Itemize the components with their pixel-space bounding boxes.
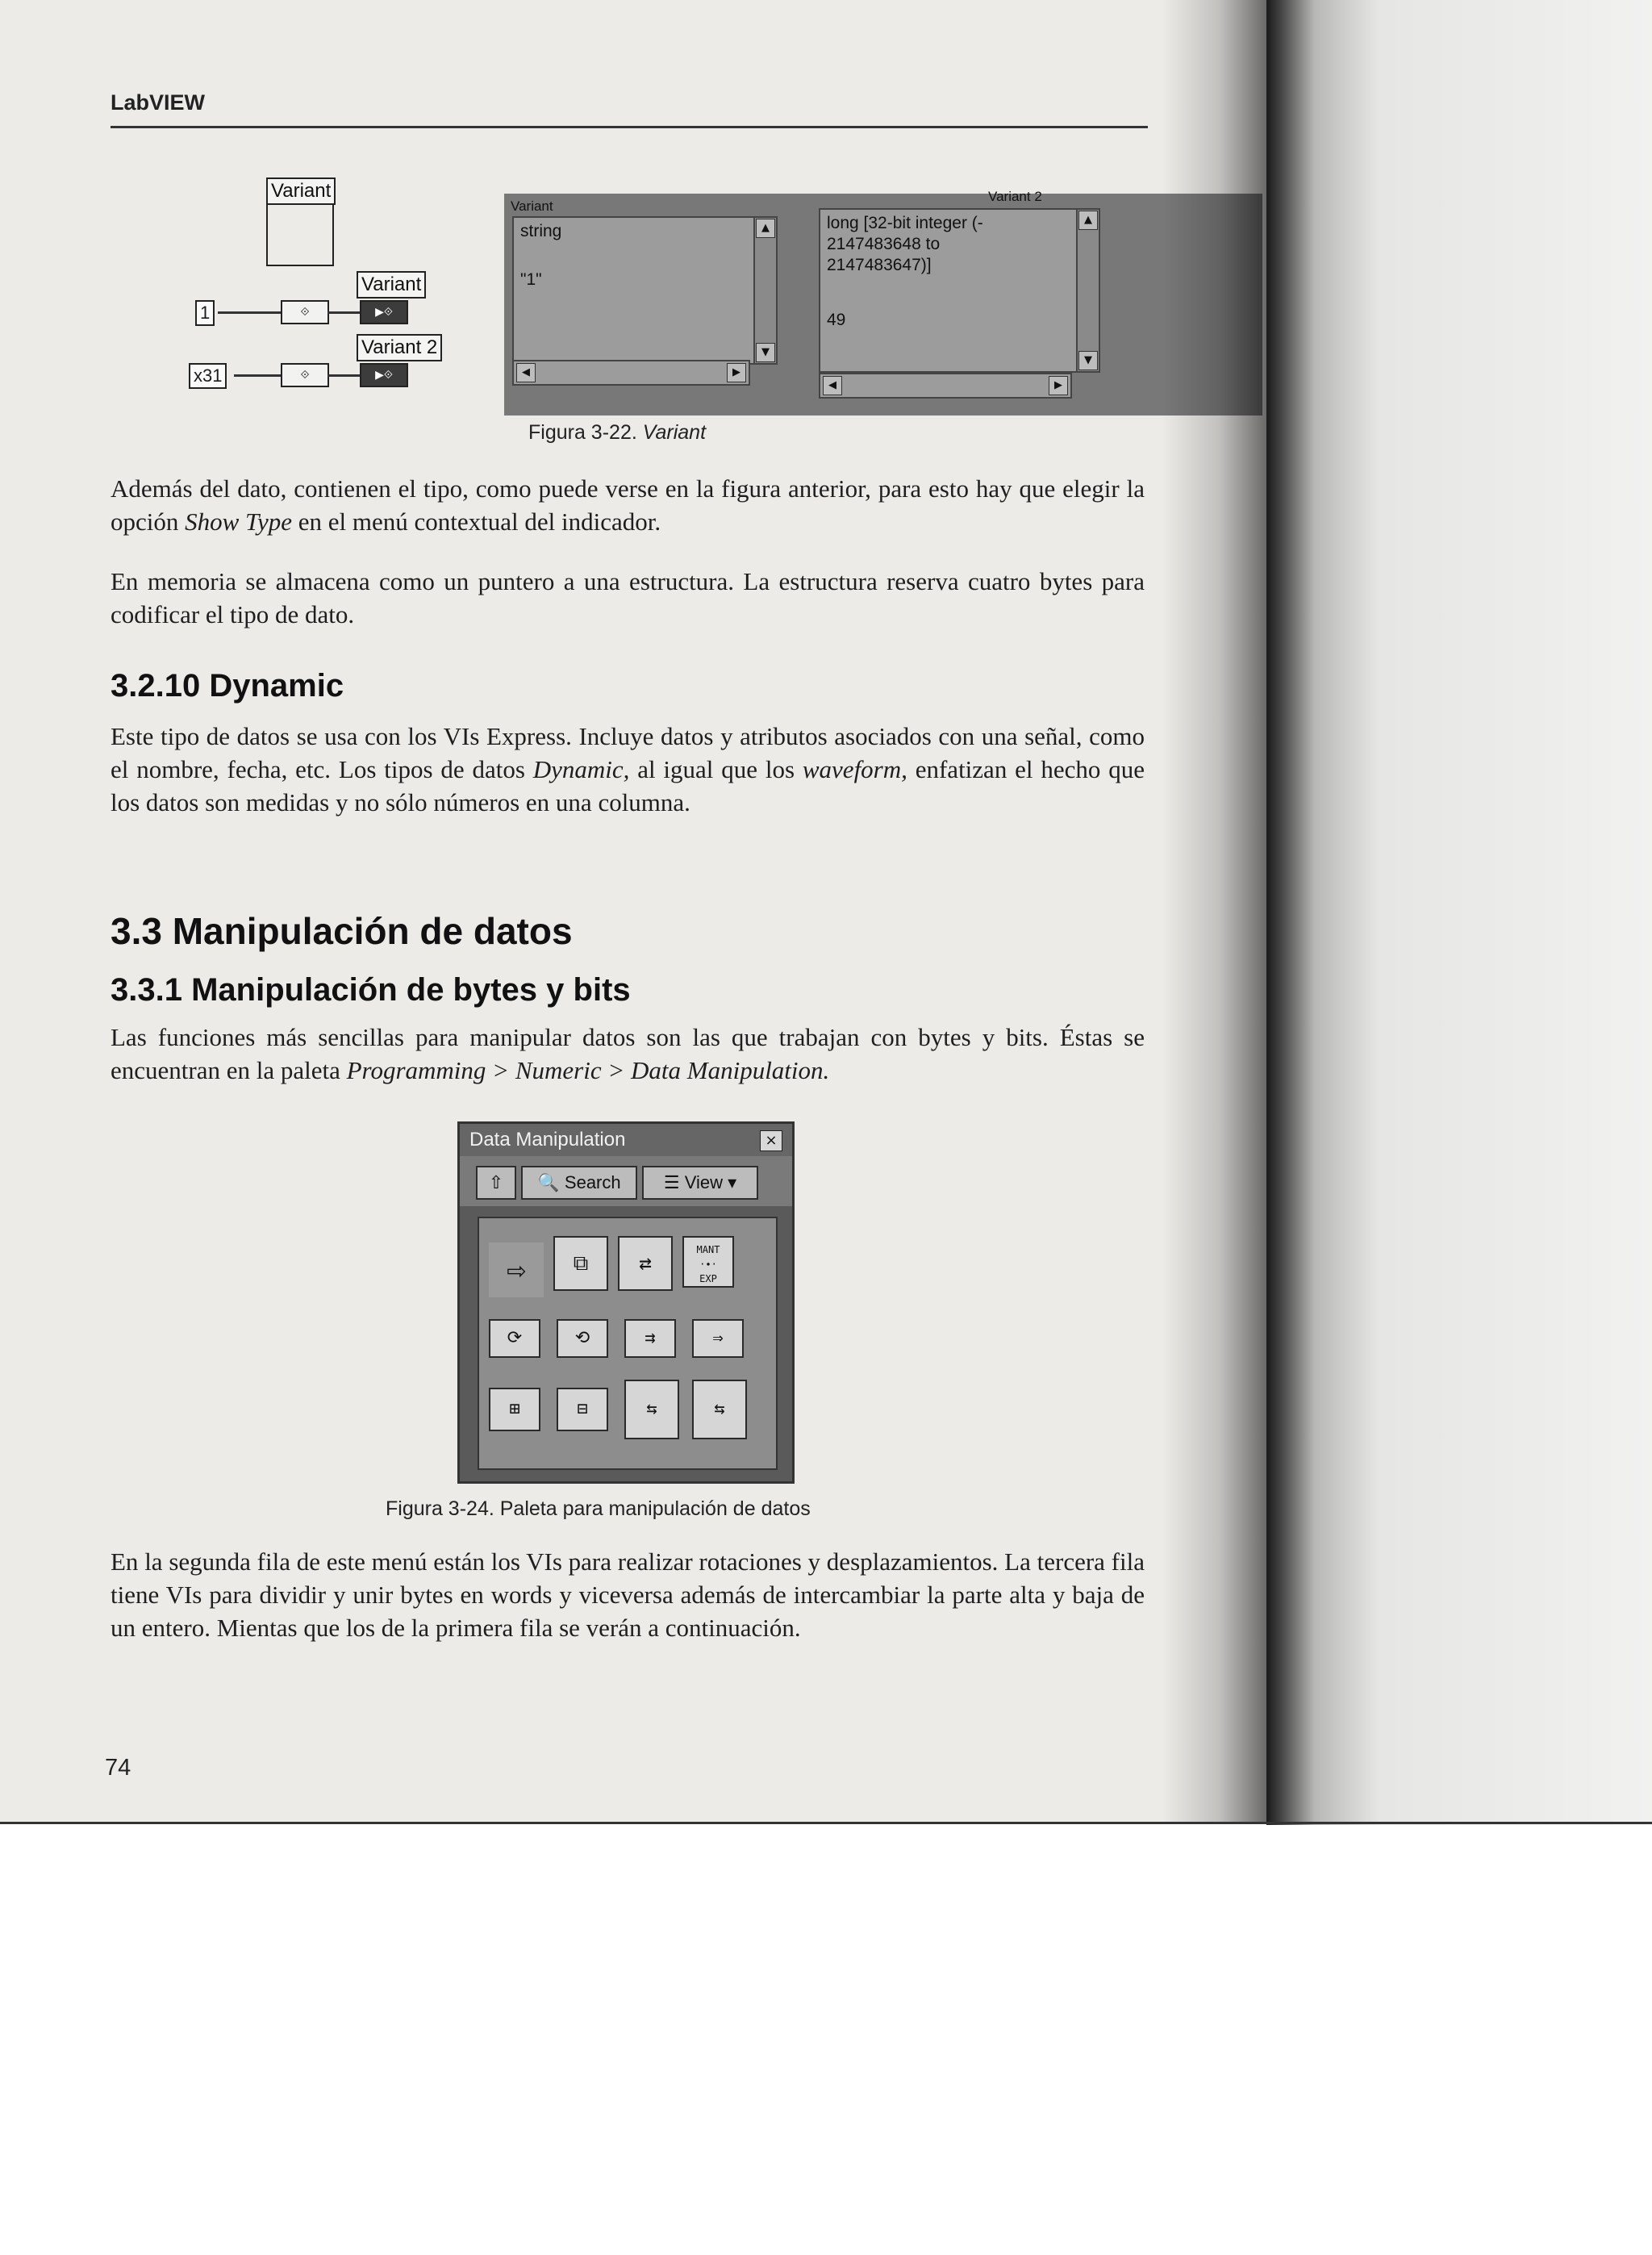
para1-em: Show Type [185, 507, 293, 536]
header-rule [111, 126, 1148, 128]
bytes-em: Programming > Numeric > Data Manipulation. [346, 1056, 830, 1084]
to-variant-node: ⟐ [281, 363, 329, 387]
paragraph-type-info [111, 472, 1145, 538]
scroll-up-icon[interactable]: ▲ [1078, 211, 1098, 230]
variant-indicator-label: Variant [357, 271, 426, 299]
search-label: Search [564, 1172, 621, 1192]
heading-3-3: 3.3 Manipulación de datos [111, 910, 573, 952]
mant-exp-digits: ·∙· [699, 1259, 717, 1270]
view-options-icon: ☰ [663, 1172, 680, 1192]
search-icon: 🔍 [537, 1172, 560, 1192]
caption-italic: Variant [642, 421, 707, 444]
wire [327, 311, 361, 314]
paragraph-palette-rows: En la segunda fila de este menú están los VIs para realizar rotaciones y desplazamientos. La tercera fila tiene VIs para dividir y unir bytes en words y viceversa además de intercambiar la parte alta y baja de un entero. Mientas que los de la primera fila se verán a continuación. [111, 1547, 1145, 1642]
variant-indicator-node: ▶⟐ [360, 300, 408, 324]
scroll-right-icon[interactable]: ▶ [727, 363, 746, 382]
join-numbers-icon[interactable]: ⊟ [557, 1388, 608, 1431]
view-label: View [684, 1172, 723, 1192]
figure-3-24-caption: Figura 3-24. Paleta para manipulación de datos [386, 1497, 811, 1520]
variant-terminal-box [266, 203, 334, 266]
paragraph-bytes-bits [111, 1021, 1145, 1087]
wire [234, 374, 282, 377]
scroll-left-icon[interactable]: ◀ [516, 363, 536, 382]
variant2-value-text: 49 [827, 311, 846, 329]
dynamic-em2: waveform, [802, 755, 907, 783]
caption-label: Figura 3-22. [528, 421, 637, 444]
up-arrow-icon[interactable]: ⇧ [476, 1166, 516, 1200]
view-button[interactable] [642, 1166, 758, 1200]
palette-toolbar [460, 1156, 792, 1206]
variant-type-text: string [520, 222, 562, 240]
wire [218, 311, 282, 314]
dynamic-text3: enfatizan el hecho que los datos son medidas y no sólo números en una columna. [111, 755, 1145, 816]
scroll-right-icon[interactable]: ▶ [1049, 376, 1068, 395]
paragraph-memory: En memoria se almacena como un puntero a una estructura. La estructura reserva cuatro bytes para codificar el tipo de dato. [111, 567, 1145, 628]
variant2-indicator-node: ▶⟐ [360, 363, 408, 387]
variant-terminal-top: Variant [266, 177, 336, 205]
figure-3-22 [186, 161, 1097, 420]
dynamic-em1: Dynamic, [532, 755, 630, 783]
unflatten-from-string-icon[interactable]: ⇄ [618, 1236, 673, 1291]
front-panel [504, 189, 1262, 416]
para1-text1: Además del dato, contienen el tipo, como puede verse en la figura anterior, para esto hay que elegir la opción [111, 474, 1145, 536]
variant2-type-text: long [32-bit integer (- 2147483648 to 2147483647)] [827, 214, 983, 274]
chevron-down-icon: ▾ [728, 1172, 737, 1192]
variant2-indicator[interactable] [819, 208, 1100, 373]
scroll-left-icon[interactable]: ◀ [823, 376, 842, 395]
swap-words-icon[interactable]: ⇆ [692, 1380, 747, 1439]
dynamic-text2: al igual que los [629, 755, 803, 783]
scroll-up-icon[interactable]: ▲ [756, 219, 775, 238]
heading-3-3-1: 3.3.1 Manipulación de bytes y bits [111, 972, 631, 1008]
logical-shift-icon[interactable]: ⇉ [624, 1319, 676, 1358]
vertical-scrollbar[interactable] [753, 218, 776, 363]
arithmetic-shift-icon[interactable]: ⇒ [692, 1319, 744, 1358]
search-button[interactable] [521, 1166, 637, 1200]
mantissa-exponent-icon[interactable] [682, 1236, 734, 1288]
to-variant-node: ⟐ [281, 300, 329, 324]
fp-label-variant2: Variant 2 [988, 189, 1042, 204]
palette-title: Data Manipulation [469, 1129, 626, 1150]
palette-icon-grid [478, 1217, 778, 1470]
scroll-down-icon[interactable]: ▼ [1078, 351, 1098, 370]
page-fold-shadow [1162, 0, 1266, 1823]
horizontal-scrollbar[interactable] [819, 373, 1072, 399]
paragraph-dynamic [111, 720, 1145, 819]
split-number-icon[interactable]: ⊞ [489, 1388, 540, 1431]
flatten-to-string-icon[interactable]: ⧉ [553, 1236, 608, 1291]
para1-text2: en el menú contextual del indicador. [292, 507, 661, 536]
vertical-scrollbar[interactable] [1076, 210, 1099, 371]
running-head: LabVIEW [111, 90, 206, 115]
constant-1: 1 [195, 300, 215, 326]
fp-label-variant: Variant [511, 198, 553, 214]
variant-value-text: "1" [520, 270, 542, 289]
type-cast-icon[interactable]: ⇨ [489, 1242, 544, 1297]
page-number: 74 [105, 1755, 131, 1781]
close-icon[interactable]: × [760, 1130, 782, 1151]
adjacent-page-edge [1266, 0, 1652, 1825]
bytes-text1: Las funciones más sencillas para manipular datos son las que trabajan con bytes y bits. Éstas se encuentran en la paleta [111, 1023, 1145, 1084]
variant2-indicator-label: Variant 2 [357, 334, 442, 361]
data-manipulation-palette [457, 1121, 795, 1484]
heading-3-2-10: 3.2.10 Dynamic [111, 668, 344, 704]
horizontal-scrollbar[interactable] [512, 360, 750, 386]
swap-bytes-icon[interactable]: ⇆ [624, 1380, 679, 1439]
constant-x31: x31 [189, 363, 227, 389]
rotate-icon[interactable]: ⟲ [557, 1319, 608, 1358]
wire [327, 374, 361, 377]
palette-title-bar[interactable] [460, 1124, 792, 1156]
dynamic-text1: Este tipo de datos se usa con los VIs Express. Incluye datos y atributos asociados con una señal, como el nombre, fecha, etc. Los tipos de datos [111, 722, 1145, 783]
variant-indicator[interactable] [512, 216, 778, 365]
exp-label: EXP [699, 1273, 717, 1284]
mant-label: MANT [696, 1244, 720, 1255]
figure-3-22-caption [528, 421, 706, 445]
scroll-down-icon[interactable]: ▼ [756, 343, 775, 362]
rotate-with-carry-icon[interactable]: ⟳ [489, 1319, 540, 1358]
page-bottom-edge [0, 1822, 1652, 1824]
